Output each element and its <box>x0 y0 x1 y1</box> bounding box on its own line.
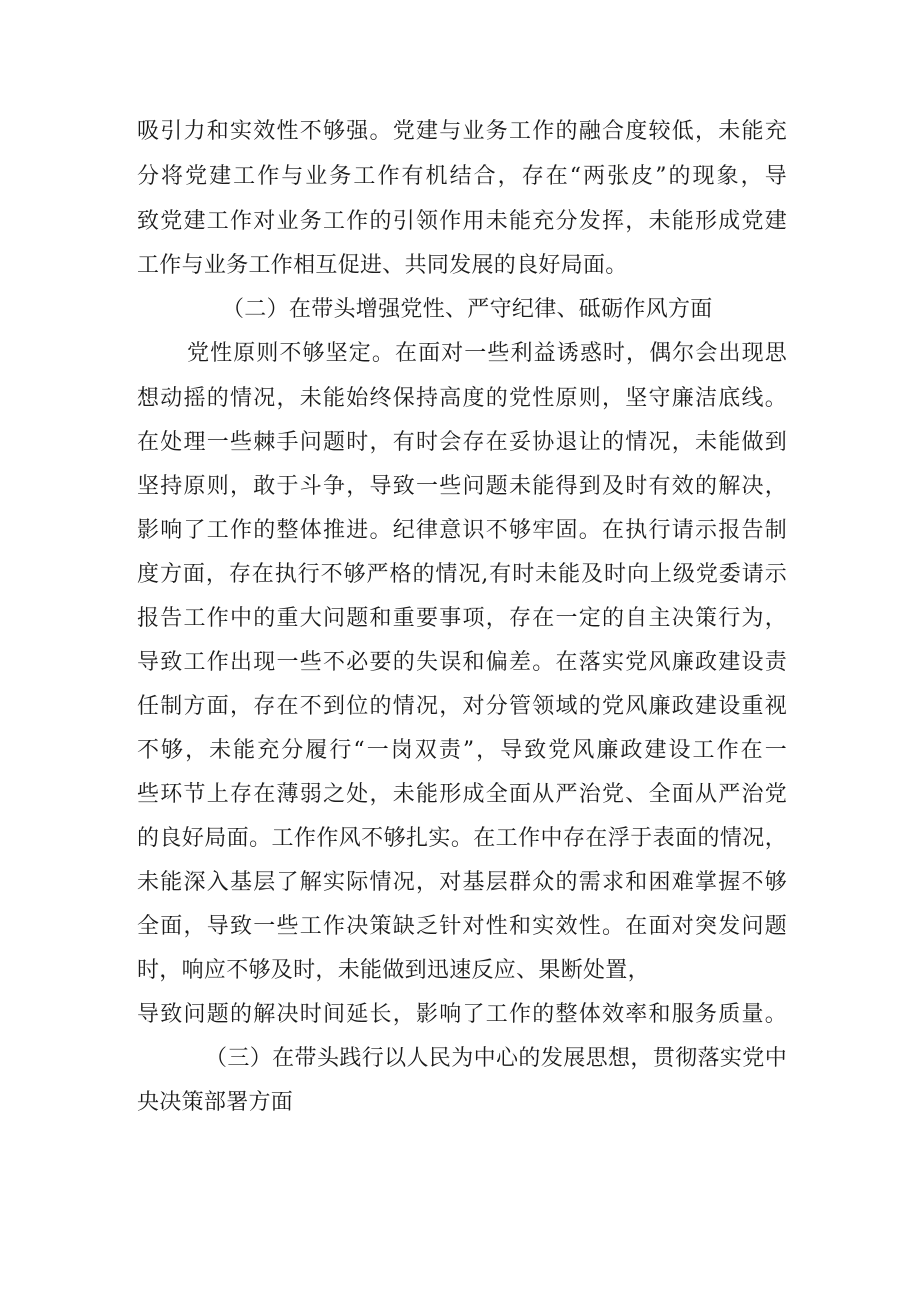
section-heading: （三）在带头践行以人民为中心的发展思想，贯彻落实党中 <box>205 1046 787 1071</box>
paragraph-line: 不够，未能充分履行“一岗双责”，导致党风廉政建设工作在一 <box>137 738 787 763</box>
paragraph-line: 坚持原则，敢于斗争，导致一些问题未能得到及时有效的解决， <box>137 474 787 499</box>
paragraph-line: 导致问题的解决时间延长，影响了工作的整体效率和服务质量。 <box>137 1002 787 1027</box>
paragraph-line: 时，响应不够及时，未能做到迅速反应、果断处置， <box>137 958 650 983</box>
paragraph-line: 分将党建工作与业务工作有机结合，存在“两张皮”的现象，导 <box>137 164 787 189</box>
paragraph-line: 想动摇的情况，未能始终保持高度的党性原则，坚守廉洁底线。 <box>137 386 787 411</box>
section-heading: （二）在带头增强党性、严守纪律、砥砺作风方面 <box>222 297 713 322</box>
paragraph-line: 些环节上存在薄弱之处，未能形成全面从严治党、全面从严治党 <box>137 782 787 807</box>
paragraph-line: 任制方面，存在不到位的情况，对分管领域的党风廉政建设重视 <box>137 694 787 719</box>
paragraph-line: 在处理一些棘手问题时，有时会存在妥协退让的情况，未能做到 <box>137 430 787 455</box>
paragraph-line: 致党建工作对业务工作的引领作用未能充分发挥，未能形成党建 <box>137 209 787 234</box>
paragraph-line: 吸引力和实效性不够强。党建与业务工作的融合度较低，未能充 <box>137 119 787 144</box>
paragraph-line: 导致工作出现一些不必要的失误和偏差。在落实党风廉政建设责 <box>137 650 787 675</box>
paragraph-line: 报告工作中的重大问题和重要事项，存在一定的自主决策行为， <box>137 606 787 631</box>
paragraph-line: 全面，导致一些工作决策缺乏针对性和实效性。在面对突发问题 <box>137 914 787 939</box>
paragraph-line: 党性原则不够坚定。在面对一些利益诱惑时，偶尔会出现思 <box>187 341 787 366</box>
paragraph-line: 度方面，存在执行不够严格的情况,有时未能及时向上级党委请示 <box>137 562 787 587</box>
paragraph-line: 影响了工作的整体推进。纪律意识不够牢固。在执行请示报告制 <box>137 518 787 543</box>
paragraph-line: 的良好局面。工作作风不够扎实。在工作中存在浮于表面的情况， <box>137 826 787 851</box>
paragraph-line: 未能深入基层了解实际情况，对基层群众的需求和困难掌握不够 <box>137 870 787 895</box>
section-heading-continued: 央决策部署方面 <box>137 1090 294 1115</box>
paragraph-line: 工作与业务工作相互促进、共同发展的良好局面。 <box>137 253 628 278</box>
